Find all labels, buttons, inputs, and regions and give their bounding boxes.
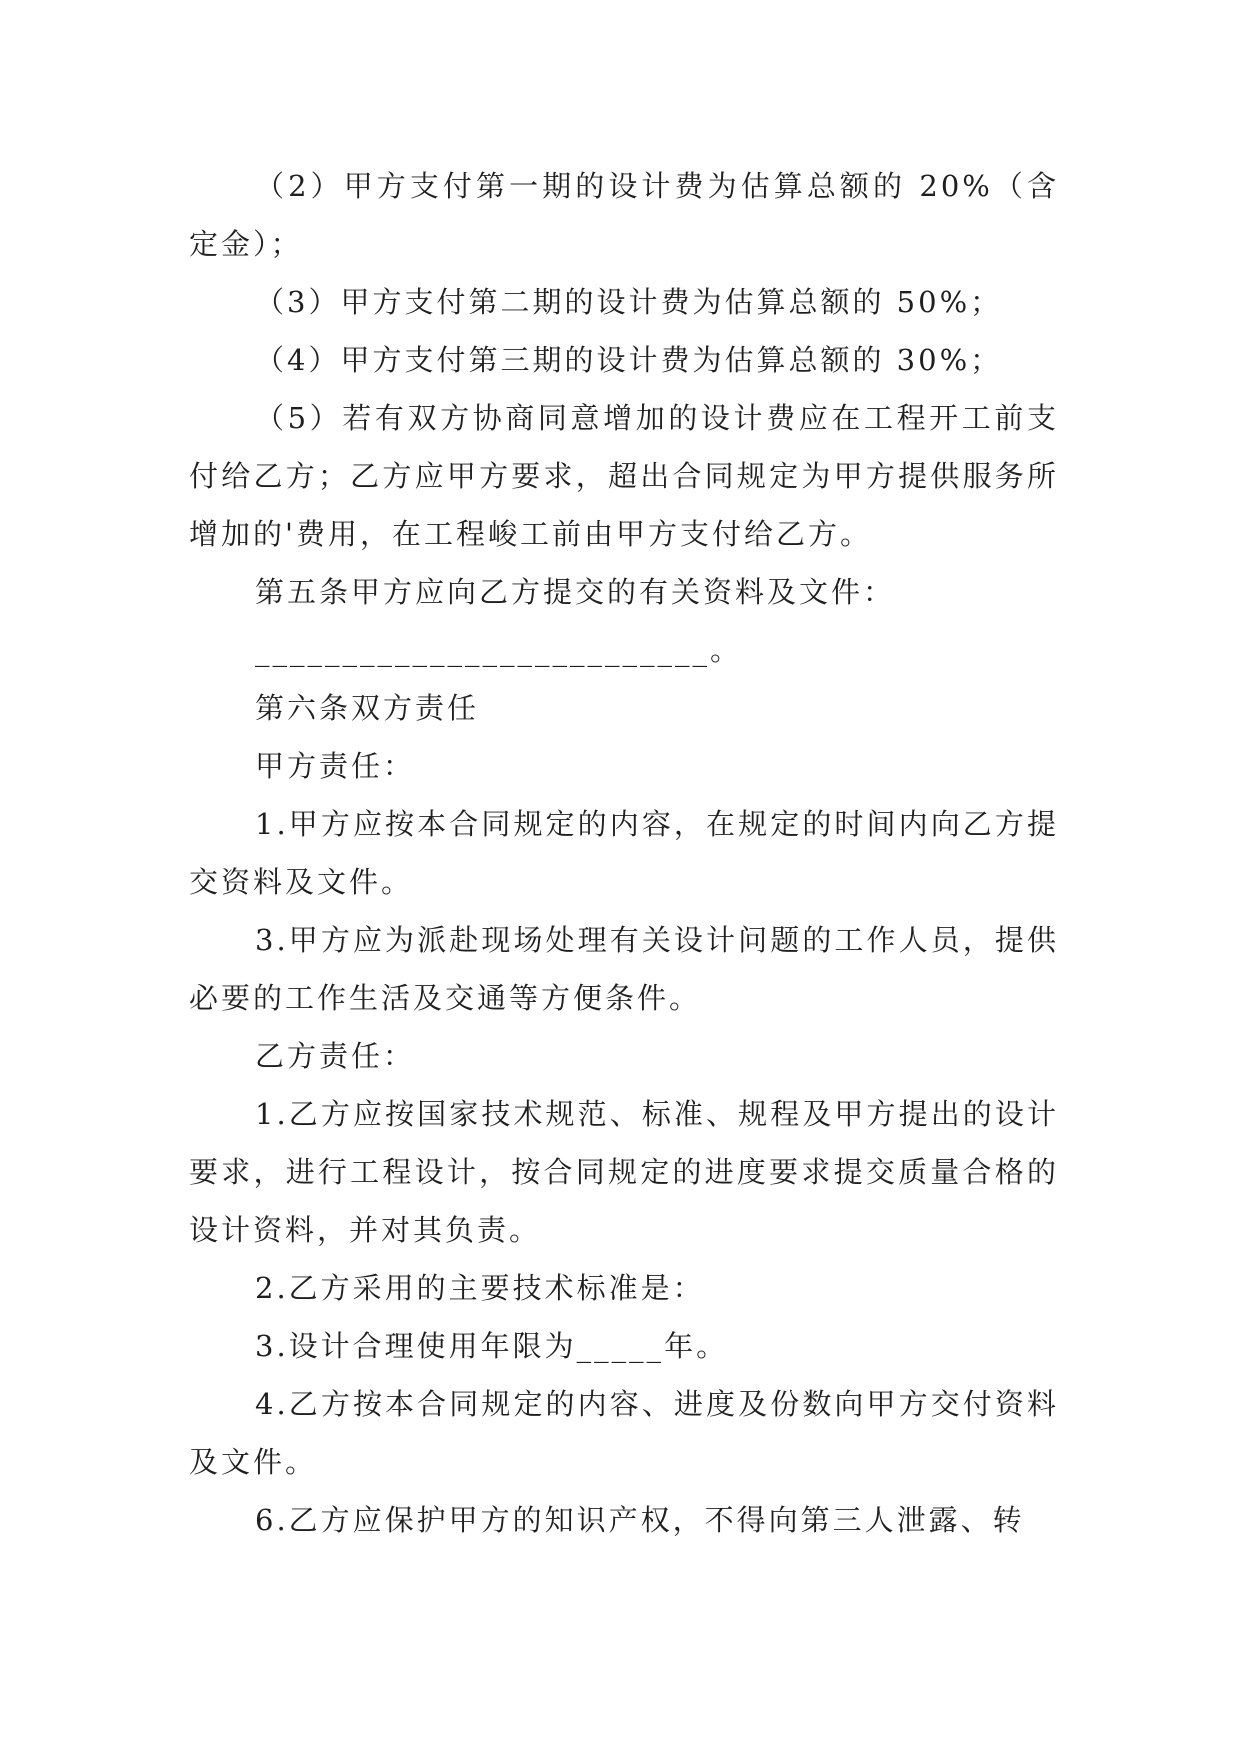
party-b-responsibility-heading: 乙方责任： [255,1039,416,1073]
paragraph-payment-phase-3: （4）甲方支付第三期的设计费为估算总额的 30%； [255,343,1003,377]
paragraph-additional-fees: （5）若有双方协商同意增加的设计费应在工程开工前支付给乙方；乙方应甲方要求，超出合同规定为甲方提供服务所增加的'费用，在工程峻工前由甲方支付给乙方。 [189,401,1059,551]
party-b-item-3: 3.设计合理使用年限为_____年。 [255,1329,729,1363]
document-body [189,157,1059,1549]
article-6-heading: 第六条双方责任 [255,691,480,725]
paragraph-payment-phase-1: （2）甲方支付第一期的设计费为估算总额的 20%（含定金）； [189,169,1059,261]
party-b-item-6: 6.乙方应保护甲方的知识产权，不得向第三人泄露、转 [255,1503,1025,1537]
party-a-item-1: 1.甲方应按本合同规定的内容，在规定的时间内向乙方提交资料及文件。 [189,807,1059,899]
party-a-responsibility-heading: 甲方责任： [255,749,416,783]
party-b-item-4: 4.乙方按本合同规定的内容、进度及份数向甲方交付资料及文件。 [189,1387,1059,1479]
party-a-item-3: 3.甲方应为派赴现场处理有关设计问题的工作人员，提供必要的工作生活及交通等方便条件。 [189,923,1059,1015]
party-b-item-2: 2.乙方采用的主要技术标准是： [255,1271,705,1305]
party-b-item-1: 1.乙方应按国家技术规范、标准、规程及甲方提出的设计要求，进行工程设计，按合同规定的进度要求提交质量合格的设计资料，并对其负责。 [189,1097,1059,1247]
article-5-blank-line: __________________________。 [255,633,743,667]
paragraph-payment-phase-2: （3）甲方支付第二期的设计费为估算总额的 50%； [255,285,1003,319]
article-5-heading: 第五条甲方应向乙方提交的有关资料及文件： [255,575,896,609]
